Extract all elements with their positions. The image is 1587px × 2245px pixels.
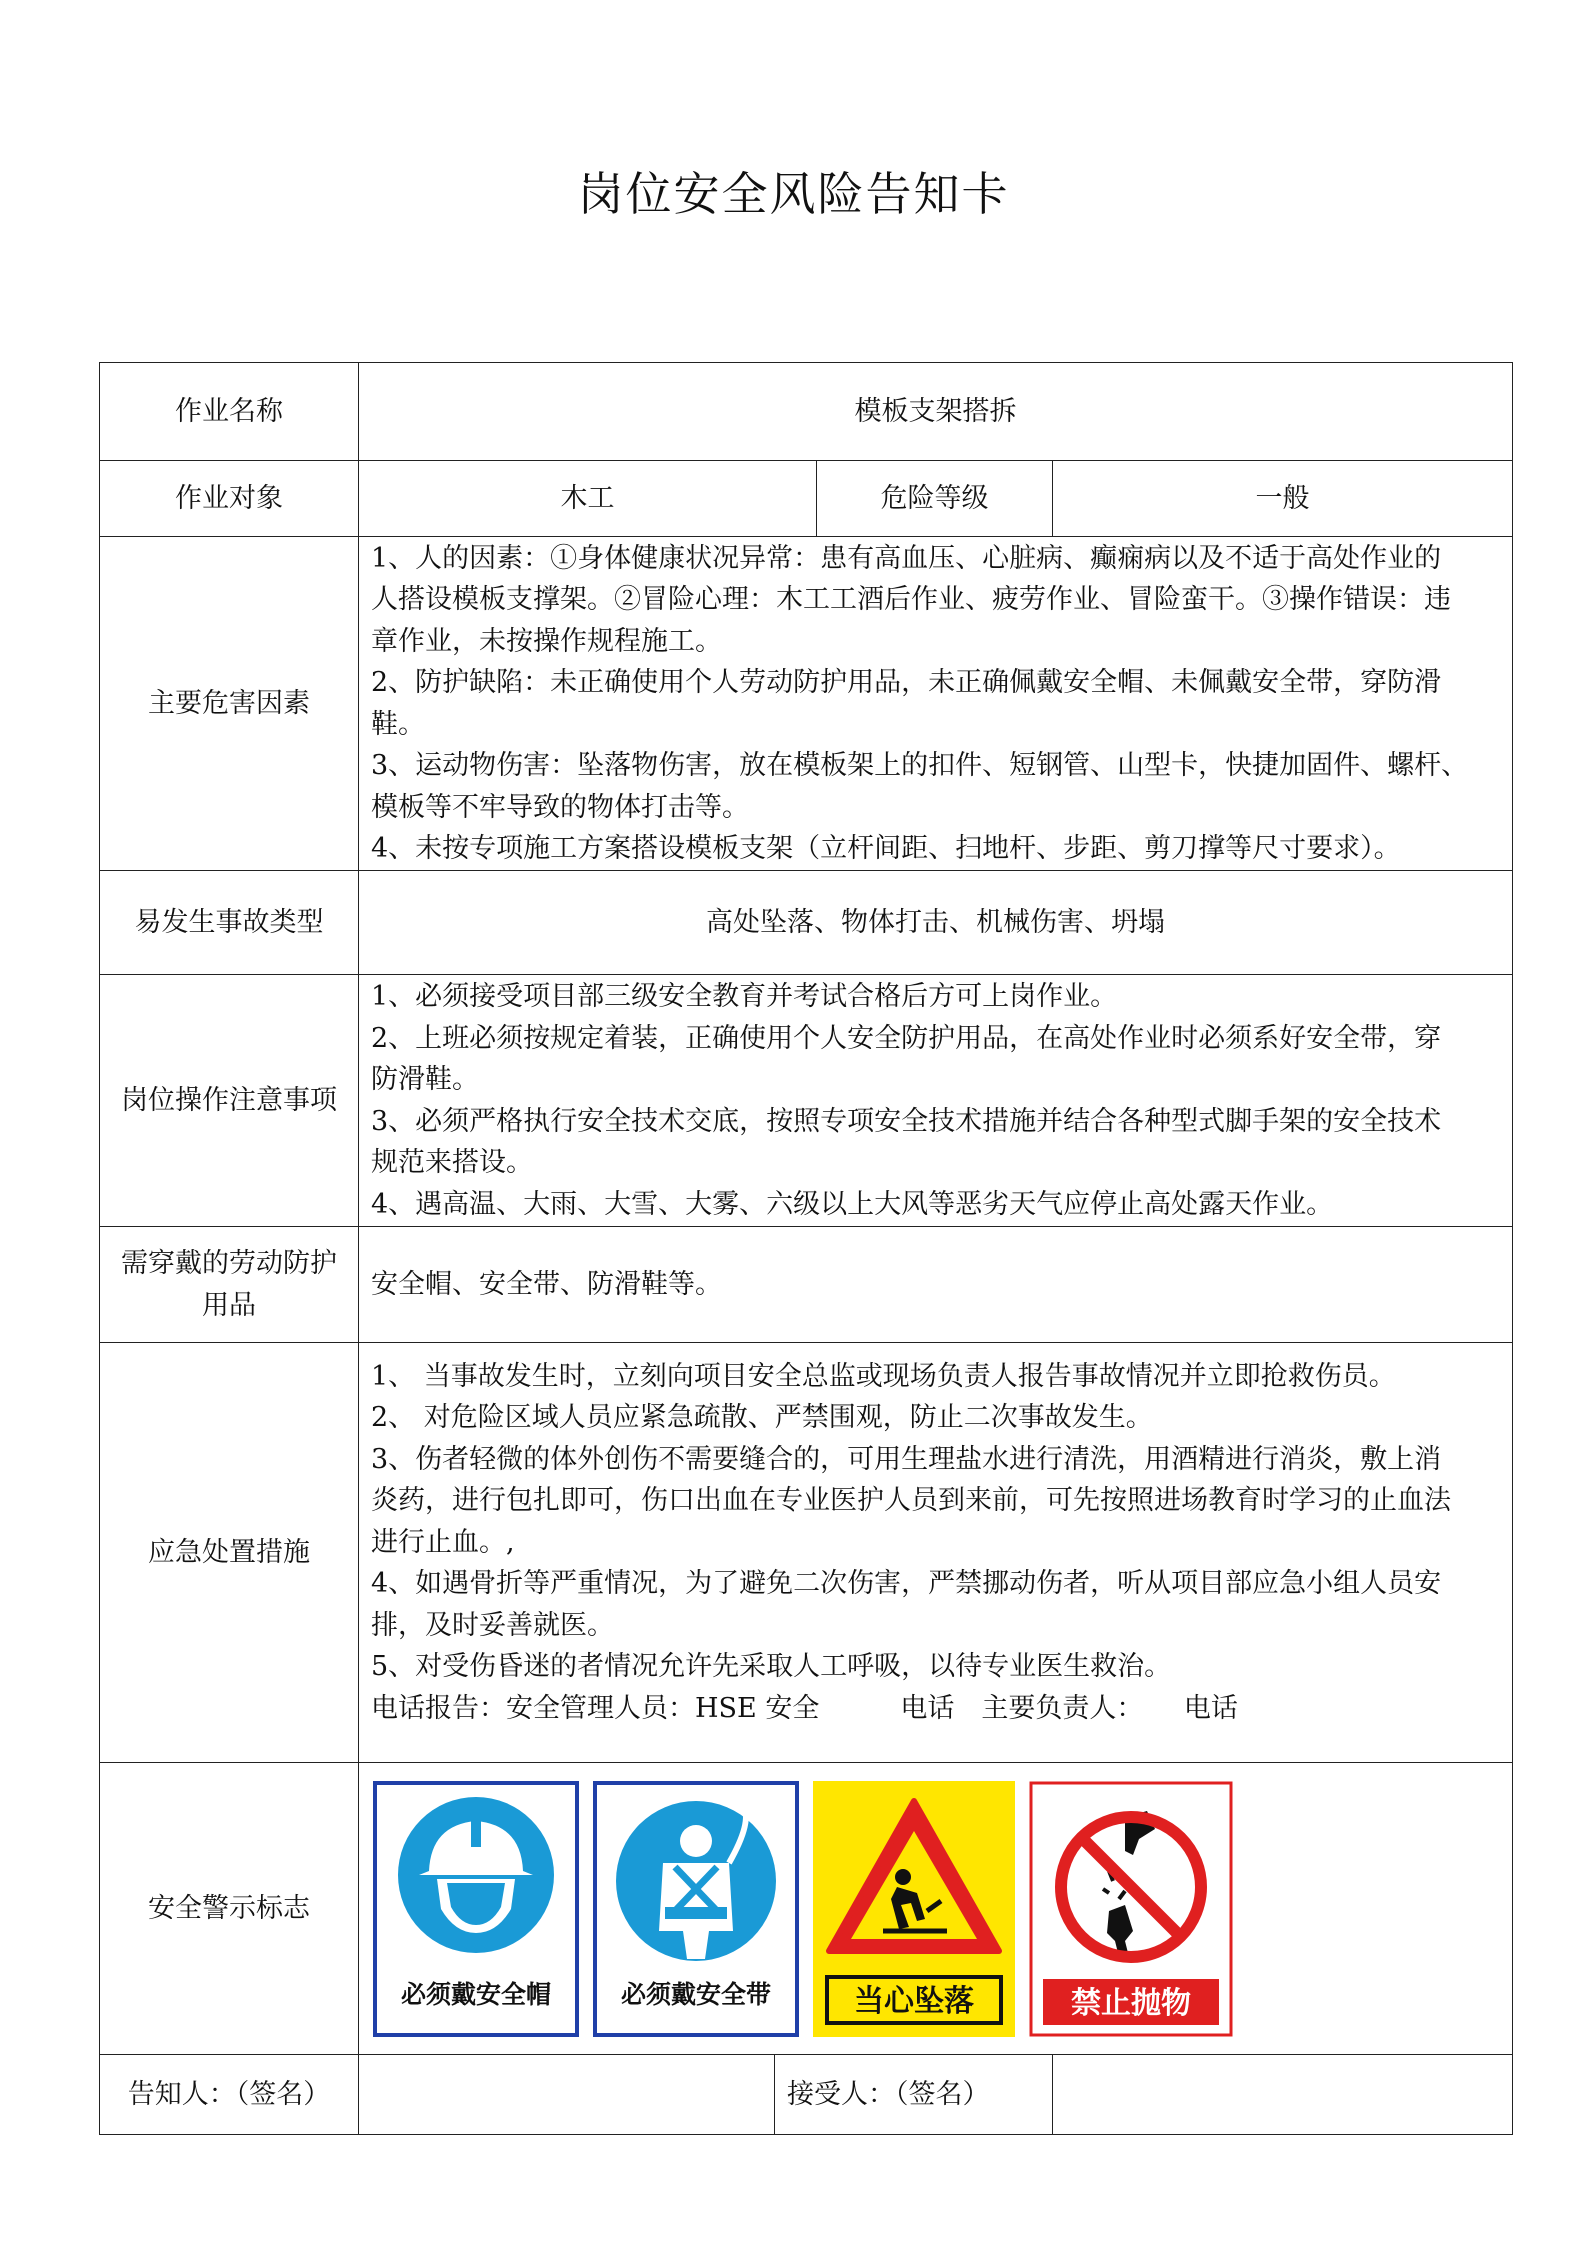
risk-card-table (99, 362, 1513, 2135)
ppe-label-line: 需穿戴的劳动防护 (121, 1248, 337, 1279)
row-job-target (100, 461, 1513, 537)
emergency-line: 2、 对危险区域人员应紧急疏散、严禁围观，防止二次事故发生。 (371, 1402, 1153, 1434)
emergency-phone-line: 电话报告：安全管理人员：HSE 安全 电话 主要负责人： 电话 (371, 1692, 1238, 1724)
sign-safety-harness (593, 1781, 799, 2037)
hazard-line: 模板等不牢导致的物体打击等。 (371, 791, 749, 823)
ppe-label (100, 1227, 359, 1343)
risk-level-label: 危险等级 (817, 461, 1053, 537)
row-signature (100, 2055, 1513, 2135)
emergency-line: 3、伤者轻微的体外创伤不需要缝合的，可用生理盐水进行清洗，用酒精进行消炎，敷上消 (371, 1443, 1442, 1475)
hazards-content (359, 537, 1513, 871)
row-hazards (100, 537, 1513, 871)
precautions-label: 岗位操作注意事项 (100, 975, 359, 1227)
hazard-line: 3、运动物伤害：坠落物伤害，放在模板架上的扣件、短钢管、山型卡，快捷加固件、螺杆、 (371, 750, 1469, 781)
sign-safety-harness-text: 必须戴安全带 (620, 1979, 772, 2009)
hazard-line: 章作业，未按操作规程施工。 (371, 625, 722, 657)
emergency-line: 5、对受伤昏迷的者情况允许先采取人工呼吸，以待专业医生救治。 (371, 1651, 1172, 1683)
emergency-line: 排，及时妥善就医。 (371, 1609, 614, 1641)
emergency-line: 4、如遇骨折等严重情况，为了避免二次伤害，严禁挪动伤者，听从项目部应急小组人员安 (371, 1568, 1442, 1600)
precaution-line: 3、必须严格执行安全技术交底，按照专项安全技术措施并结合各种型式脚手架的安全技术 (371, 1105, 1442, 1137)
precaution-line: 1、必须接受项目部三级安全教育并考试合格后方可上岗作业。 (371, 981, 1118, 1012)
accidents-label: 易发生事故类型 (100, 871, 359, 975)
precautions-content (359, 975, 1513, 1227)
notifier-signature-field[interactable] (359, 2055, 775, 2135)
warning-signs-row (371, 1781, 1512, 2037)
emergency-label: 应急处置措施 (100, 1343, 359, 1763)
emergency-content (359, 1343, 1513, 1763)
hazard-line: 4、未按专项施工方案搭设模板支架（立杆间距、扫地杆、步距、剪刀撑等尺寸要求）。 (371, 833, 1401, 864)
receiver-signature-field[interactable] (1053, 2055, 1513, 2135)
sign-caution-falling-text: 当心坠落 (854, 1983, 974, 2019)
job-name-label: 作业名称 (100, 363, 359, 461)
row-emergency (100, 1343, 1513, 1763)
page-title: 岗位安全风险告知卡 (577, 167, 1010, 221)
hazard-line: 1、人的因素：①身体健康状况异常：患有高血压、心脏病、癫痫病以及不适于高处作业的 (371, 542, 1442, 574)
row-precautions (100, 975, 1513, 1227)
sign-caution-falling (813, 1781, 1015, 2037)
job-name-value: 模板支架搭拆 (359, 363, 1513, 461)
emergency-line: 1、 当事故发生时，立刻向项目安全总监或现场负责人报告事故情况并立即抢救伤员。 (371, 1360, 1396, 1392)
sign-hard-hat (373, 1781, 579, 2037)
row-accidents (100, 871, 1513, 975)
precaution-line: 2、上班必须按规定着装，正确使用个人安全防护用品，在高处作业时必须系好安全带，穿 (371, 1022, 1442, 1054)
risk-level-value: 一般 (1053, 461, 1513, 537)
emergency-line: 炎药，进行包扎即可，伤口出血在专业医护人员到来前，可先按照进场教育时学习的止血法 (371, 1485, 1451, 1517)
accidents-value: 高处坠落、物体打击、机械伤害、坍塌 (359, 871, 1513, 975)
ppe-label-line: 用品 (202, 1289, 256, 1321)
sign-no-throwing (1029, 1781, 1233, 2037)
signs-content (359, 1763, 1513, 2055)
signs-label: 安全警示标志 (100, 1763, 359, 2055)
hazard-line: 人搭设模板支撑架。②冒险心理：木工工酒后作业、疲劳作业、冒险蛮干。③操作错误：违 (371, 584, 1451, 615)
spacer (371, 1729, 1500, 1749)
ppe-value: 安全帽、安全带、防滑鞋等。 (359, 1227, 1513, 1343)
job-target-label: 作业对象 (100, 461, 359, 537)
job-target-value: 木工 (359, 461, 817, 537)
sign-no-throwing-text: 禁止抛物 (1071, 1985, 1191, 2021)
row-signs (100, 1763, 1513, 2055)
hazards-label: 主要危害因素 (100, 537, 359, 871)
precaution-line: 防滑鞋。 (371, 1064, 479, 1095)
receiver-label: 接受人：（签名） (775, 2055, 1053, 2135)
notifier-label: 告知人：（签名） (100, 2055, 359, 2135)
row-job-name (100, 363, 1513, 461)
precaution-line: 4、遇高温、大雨、大雪、大雾、六级以上大风等恶劣天气应停止高处露天作业。 (371, 1188, 1334, 1220)
emergency-line: 进行止血。, (371, 1526, 515, 1558)
hazard-line: 2、防护缺陷：未正确使用个人劳动防护用品，未正确佩戴安全帽、未佩戴安全带，穿防滑 (371, 667, 1442, 698)
precaution-line: 规范来搭设。 (371, 1147, 533, 1178)
row-ppe (100, 1227, 1513, 1343)
sign-hard-hat-text: 必须戴安全帽 (400, 1979, 552, 2009)
hazard-line: 鞋。 (371, 708, 425, 740)
